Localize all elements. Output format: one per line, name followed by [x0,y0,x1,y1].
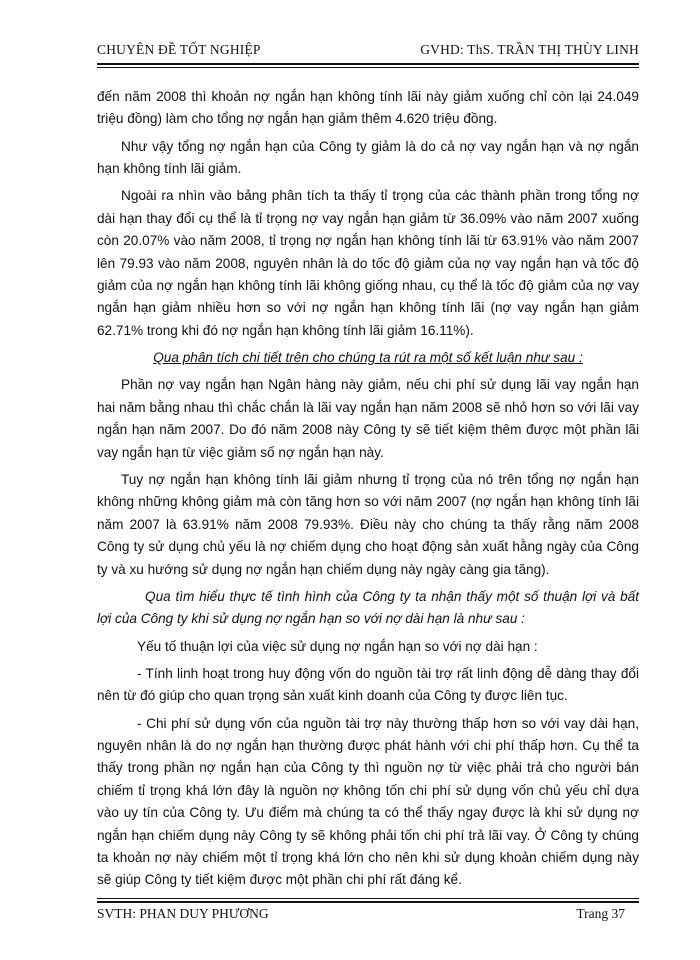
paragraph-5: Tuy nợ ngắn hạn không tính lãi giảm nhưng tỉ trọng của nó trên tổng nợ ngắn hạn không những không giảm mà còn tăng hơn so với năm 2007 (nợ ngắn hạn không tính lãi năm 2007 là 63.91% năm 2008 79.93%. Điều này cho chúng ta thấy rằng năm 2008 Công ty sử dụng chủ yếu là nợ chiếm dụng cho hoạt động sản xuất hằng ngày của Công ty và xu hướng sử dụng nợ ngắn hạn chiếm dụng này ngày càng gia tăng). [97,471,639,577]
paragraph-4: Phần nợ vay ngắn hạn Ngân hàng này giảm, nếu chi phí sử dụng lãi vay ngắn hạn hai năm bằng nhau thì chắc chắn là lãi vay ngắn hạn năm 2008 sẽ nhỏ hơn so với lãi vay ngắn hạn năm 2007. Do đó năm 2008 này Công ty sẽ tiết kiệm thêm được một phần lãi vay ngắn hạn từ việc giảm số nợ ngắn hạn này. [97,377,639,460]
header-rule-thick [97,63,639,65]
header-rule-thin [97,67,639,68]
paragraph-2: Như vậy tổng nợ ngắn hạn của Công ty giảm là do cả nợ vay ngắn hạn và nợ ngắn hạn không tính lãi giảm. [97,138,639,177]
document-body [97,86,639,897]
paragraph-1: đến năm 2008 thì khoản nợ ngắn hạn không tính lãi này giảm xuống chỉ còn lại 24.049 triệu đồng) làm cho tổng nợ ngắn hạn giảm thêm 4.620 triệu đồng. [97,89,639,127]
bullet-cost: - Chi phí sử dụng vốn của nguồn tài trợ này thường thấp hơn so với vay dài hạn, nguyên nhân là do nợ ngắn hạn thường được phát hành với chi phí thấp hơn. Cụ thể ta thấy trong phần nợ ngắn hạn của Công ty thì nguồn nợ từ việc phải trả cho người bán chiếm tỉ trọng khá lớn đây là nguồn nợ không tốn chi phí sử dụng vốn chủ yếu chỉ dựa vào uy tín của Công ty. Ưu điểm mà chúng ta có thể thấy ngay được là khi sử dụng nợ ngắn hạn chiếm dụng này Công ty sẽ không phải tốn chi phí trả lãi vay. Ở Công ty chúng ta khoản nợ này chiếm một tỉ trọng khá lớn cho nên khi sử dụng khoản chiếm dụng này sẽ giúp Công ty tiết kiệm được một phần chi phí rất đáng kể. [97,715,639,888]
conclusion-heading: Qua phân tích chi tiết trên cho chúng ta rút ra một số kết luận như sau : [153,350,583,366]
footer-rule-thick [97,901,639,903]
page-number: Trang 37 [576,906,625,921]
bullet-flexibility: - Tính linh hoạt trong huy động vốn do nguồn tài trợ rất linh động dễ dàng thay đổi nên từ đó giúp cho quan trọng sản xuất kinh doanh của Công ty được liên tục. [97,665,639,704]
header-title: CHUYÊN ĐỀ TỐT NGHIỆP [97,42,261,57]
paragraph-3: Ngoài ra nhìn vào bảng phân tích ta thấy tỉ trọng của các thành phần trong tổng nợ dài hạn thay đổi cụ thể là tỉ trọng nợ vay ngắn hạn giảm từ 36.09% vào năm 2007 xuống còn 20.07% vào năm 2008, tỉ trọng nợ ngắn hạn không tính lãi từ 63.91% vào năm 2007 lên 79.93 vào năm 2008, nguyên nhân là do tốc độ giảm của nợ vay ngắn hạn và tốc độ giảm của nợ ngắn hạn không tính lãi không giống nhau, cụ thể là tốc độ giảm của nợ vay ngắn hạn giảm nhiều hơn so với nợ ngắn hạn không tính lãi (nợ vay ngắn hạn giảm 62.71% trong khi đó nợ ngắn hạn không tính lãi giảm 16.11%). [97,188,639,338]
header-advisor: GVHD: ThS. TRẦN THỊ THÙY LINH [420,42,639,57]
footer-student: SVTH: PHAN DUY PHƯƠNG [97,906,269,921]
advantages-intro: Qua tìm hiểu thực tế tình hình của Công ty ta nhận thấy một số thuận lợi và bất lợi của Công ty khi sử dụng nợ ngắn hạn so với nợ dài hạn là như sau : [97,588,639,627]
footer-rule-thin [97,898,639,899]
advantages-heading: Yếu tố thuận lợi của việc sử dụng nợ ngắn hạn so với nợ dài hạn : [137,638,538,654]
